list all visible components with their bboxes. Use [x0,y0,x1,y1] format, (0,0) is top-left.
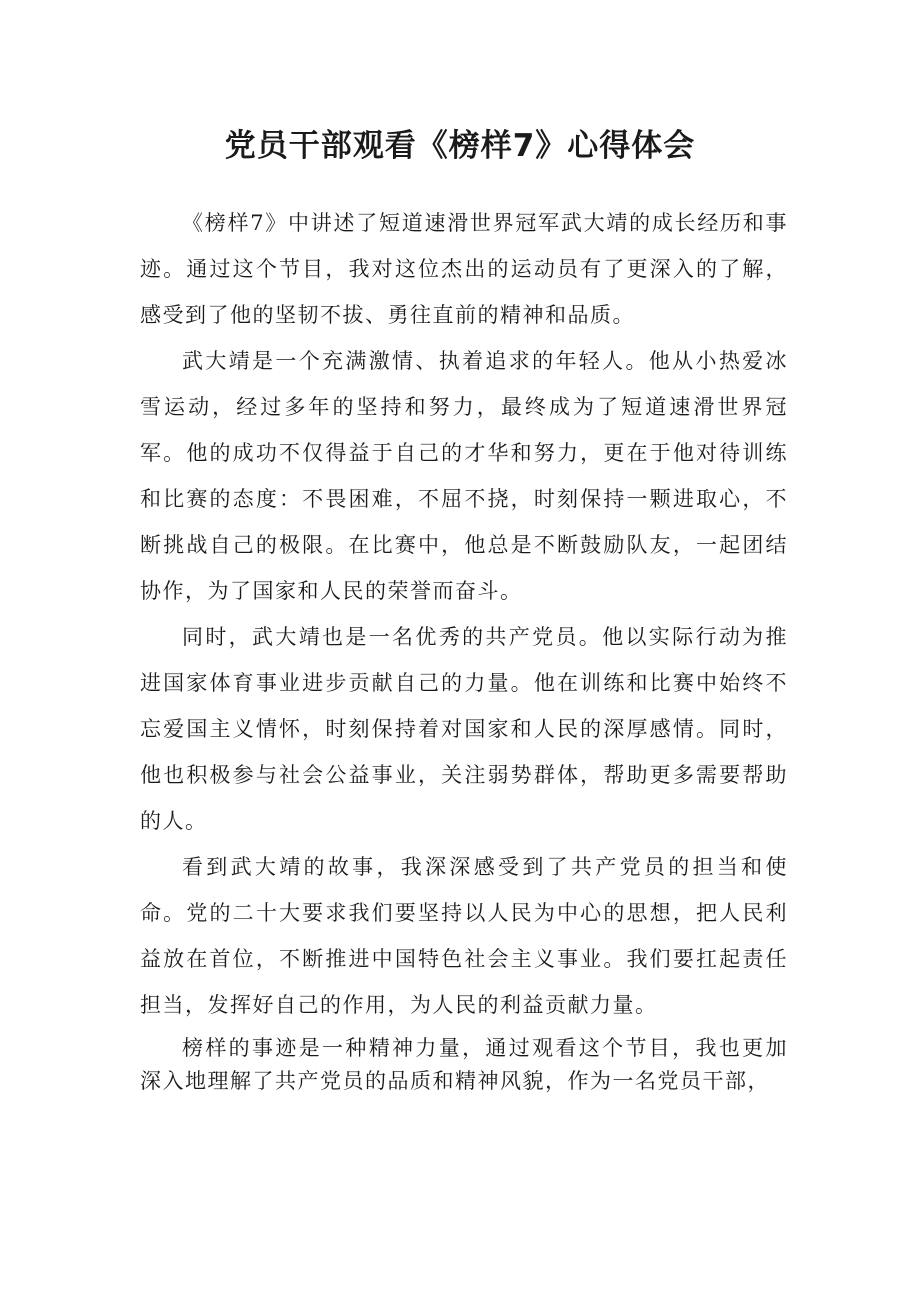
paragraph-5: 榜样的事迹是一种精神力量，通过观看这个节目，我也更加深入地理解了共产党员的品质和精神风貌，作为一名党员干部， [140,1036,788,1093]
paragraph-3: 同时，武大靖也是一名优秀的共产党员。他以实际行动为推进国家体育事业进步贡献自己的力量。他在训练和比赛中始终不忘爱国主义情怀，时刻保持着对国家和人民的深厚感情。同时，他也积极参与社会公益事业，关注弱势群体，帮助更多需要帮助的人。 [140,625,788,833]
paragraph-4: 看到武大靖的故事，我深深感受到了共产党员的担当和使命。党的二十大要求我们要坚持以人民为中心的思想，把人民利益放在首位，不断推进中国特色社会主义事业。我们要扛起责任担当，发挥好自己的作用，为人民的利益贡献力量。 [140,855,788,1017]
document-title: 党员干部观看《榜样7》心得体会 [224,128,696,164]
document-body [140,200,788,1098]
paragraph-2: 武大靖是一个充满激情、执着追求的年轻人。他从小热爱冰雪运动，经过多年的坚持和努力，最终成为了短道速滑世界冠军。他的成功不仅得益于自己的才华和努力，更在于他对待训练和比赛的态度：不畏困难，不屈不挠，时刻保持一颗进取心，不断挑战自己的极限。在比赛中，他总是不断鼓励队友，一起团结协作，为了国家和人民的荣誉而奋斗。 [140,349,788,603]
paragraph-1: 《榜样7》中讲述了短道速滑世界冠军武大靖的成长经历和事迹。通过这个节目，我对这位杰出的运动员有了更深入的了解，感受到了他的坚韧不拔、勇往直前的精神和品质。 [140,211,788,327]
